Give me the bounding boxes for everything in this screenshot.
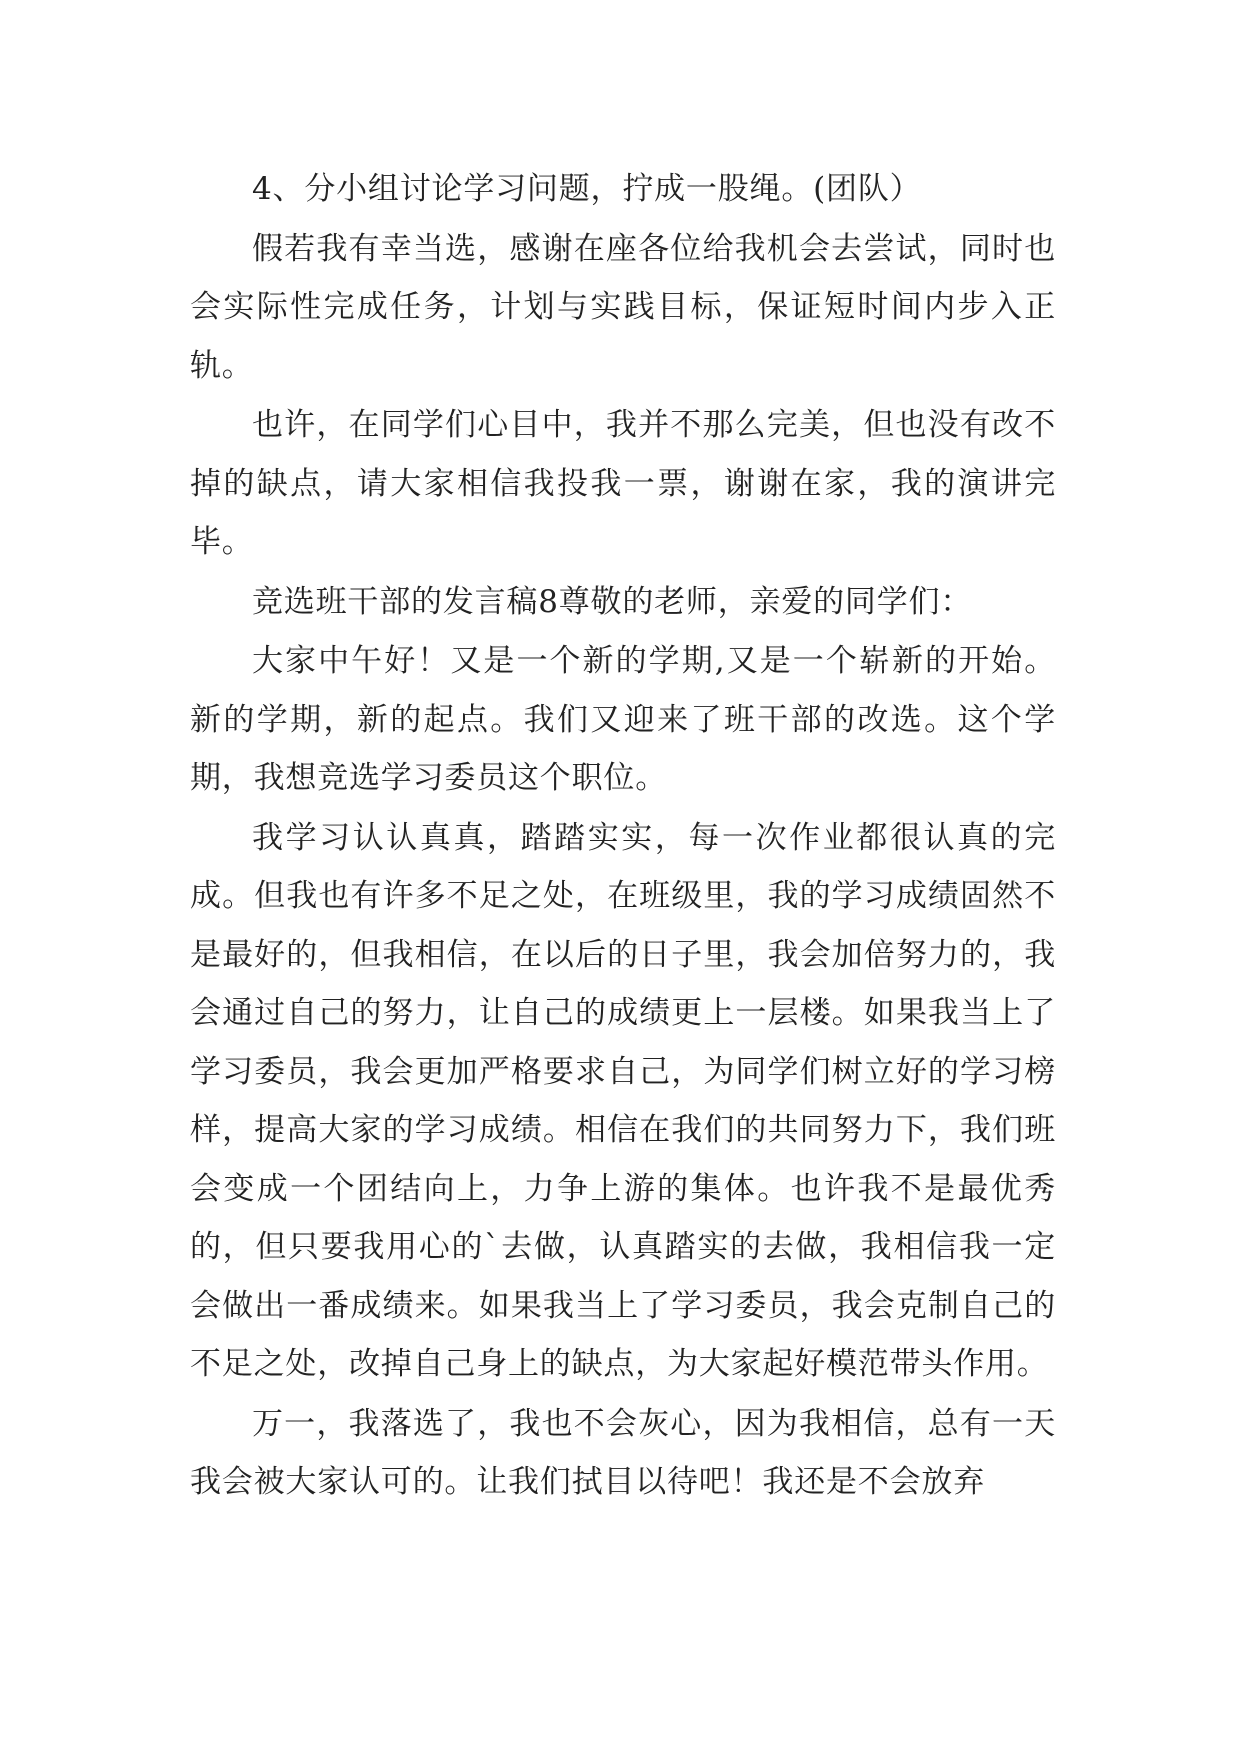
paragraph-study-commitment: 我学习认认真真，踏踏实实，每一次作业都很认真的完成。但我也有许多不足之处，在班级里，我的学习成绩固然不是最好的，但我相信，在以后的日子里，我会加倍努力的，我会通过自己的努力，让自己的成绩更上一层楼。如果我当上了学习委员，我会更加严格要求自己，为同学们树立好的学习榜样，提高大家的学习成绩。相信在我们的共同努力下，我们班会变成一个团结向上，力争上游的集体。也许我不是最优秀的，但只要我用心的`去做，认真踏实的去做，我相信我一定会做出一番成绩来。如果我当上了学习委员，我会克制自己的不足之处，改掉自己身上的缺点，为大家起好模范带头作用。 bbox=[190, 819, 1056, 1382]
paragraph-greeting: 大家中午好！又是一个新的学期,又是一个崭新的开始。新的学期，新的起点。我们又迎来了班干部的改选。这个学期，我想竞选学习委员这个职位。 bbox=[190, 643, 1056, 796]
paragraph-team-discussion: 4、分小组讨论学习问题，拧成一股绳。(团队） bbox=[252, 171, 922, 207]
paragraph-if-elected: 假若我有幸当选，感谢在座各位给我机会去尝试，同时也会实际性完成任务，计划与实践目标，保证短时间内步入正轨。 bbox=[190, 230, 1056, 384]
paragraph-if-not-elected: 万一，我落选了，我也不会灰心，因为我相信，总有一天我会被大家认可的。让我们拭目以待吧！我还是不会放弃 bbox=[190, 1405, 1056, 1500]
paragraph-speech-heading: 竞选班干部的发言稿8尊敬的老师，亲爱的同学们： bbox=[252, 583, 973, 620]
document-body bbox=[190, 160, 1056, 1513]
paragraph-vote-request: 也许，在同学们心目中，我并不那么完美，但也没有改不掉的缺点，请大家相信我投我一票，谢谢在家，我的演讲完毕。 bbox=[190, 407, 1056, 560]
